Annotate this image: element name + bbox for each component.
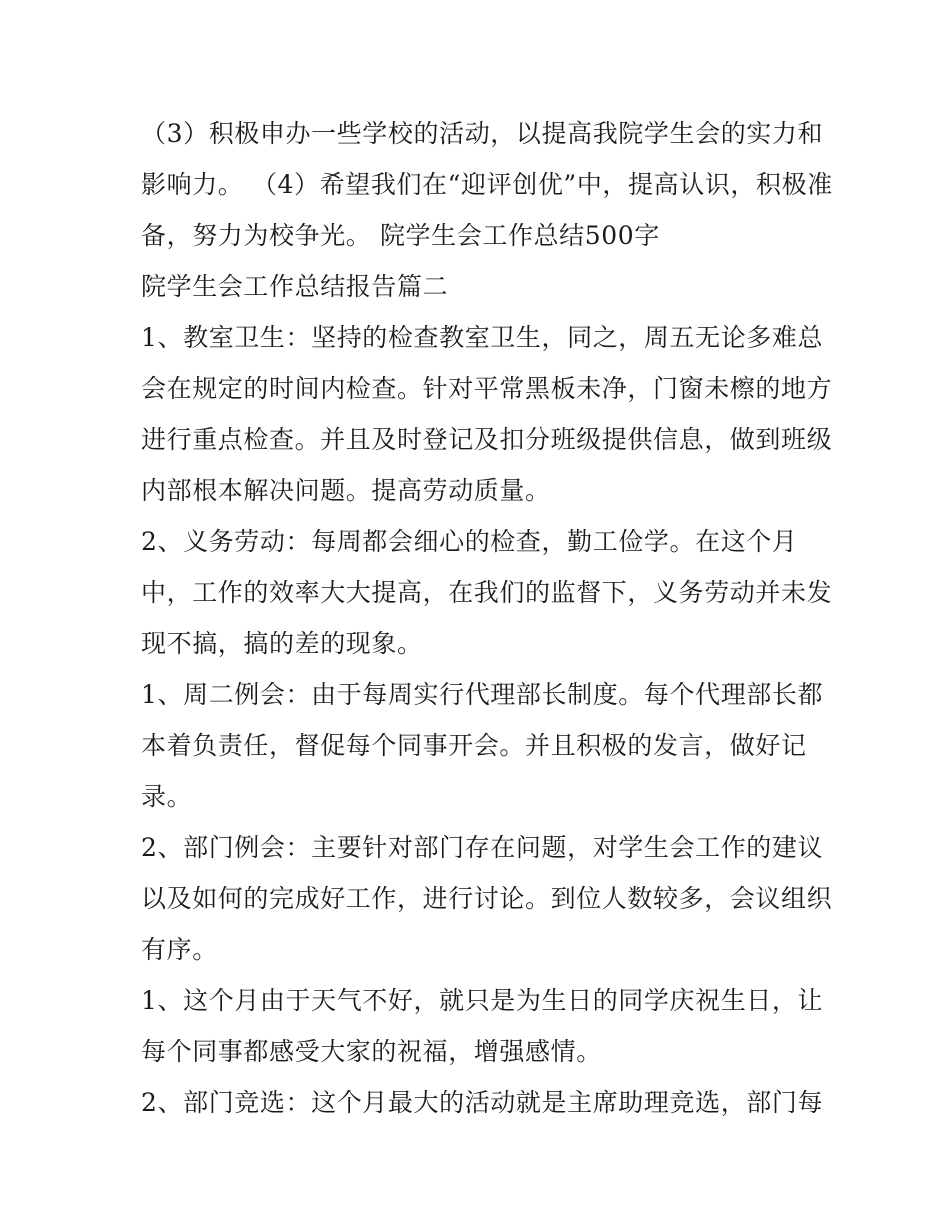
text-line: 现不搞，搞的差的现象。 bbox=[141, 629, 423, 658]
text-line: 2、义务劳动：每周都会细心的检查，勤工俭学。在这个月 bbox=[141, 527, 798, 556]
text-line: 以及如何的完成好工作，进行讨论。到位人数较多，会议组织 bbox=[141, 884, 833, 913]
text-line: 进行重点检查。并且及时登记及扣分班级提供信息，做到班级 bbox=[141, 425, 833, 454]
text-line: 会在规定的时间内检查。针对平常黑板未净，门窗未檫的地方 bbox=[141, 374, 833, 403]
text-line: 2、部门竞选：这个月最大的活动就是主席助理竞选，部门每 bbox=[141, 1088, 824, 1117]
text-line: 影响力。 （4）希望我们在“迎评创优”中，提高认识，积极准 bbox=[141, 170, 833, 199]
text-line: 中，工作的效率大大提高，在我们的监督下，义务劳动并未发 bbox=[141, 578, 833, 607]
document-body bbox=[141, 108, 831, 1128]
text-line: 2、部门例会：主要针对部门存在问题，对学生会工作的建议 bbox=[141, 833, 824, 862]
text-line: 每个同事都感受大家的祝福，增强感情。 bbox=[141, 1037, 602, 1066]
text-line: 1、周二例会：由于每周实行代理部长制度。每个代理部长都 bbox=[141, 680, 824, 709]
text-line: 1、教室卫生：坚持的检查教室卫生，同之，周五无论多难总 bbox=[141, 323, 824, 352]
text-line: 本着负责任，督促每个同事开会。并且积极的发言，做好记 bbox=[141, 731, 807, 760]
text-line: 备，努力为校争光。 院学生会工作总结500字 bbox=[141, 221, 660, 250]
text-line: 录。 bbox=[141, 782, 193, 811]
text-line: 有序。 bbox=[141, 935, 218, 964]
text-line: （3）积极申办一些学校的活动，以提高我院学生会的实力和 bbox=[141, 119, 824, 148]
text-line: 1、这个月由于天气不好，就只是为生日的同学庆祝生日，让 bbox=[141, 986, 824, 1015]
text-line: 内部根本解决问题。提高劳动质量。 bbox=[141, 476, 551, 505]
section-heading: 院学生会工作总结报告篇二 bbox=[141, 272, 449, 301]
